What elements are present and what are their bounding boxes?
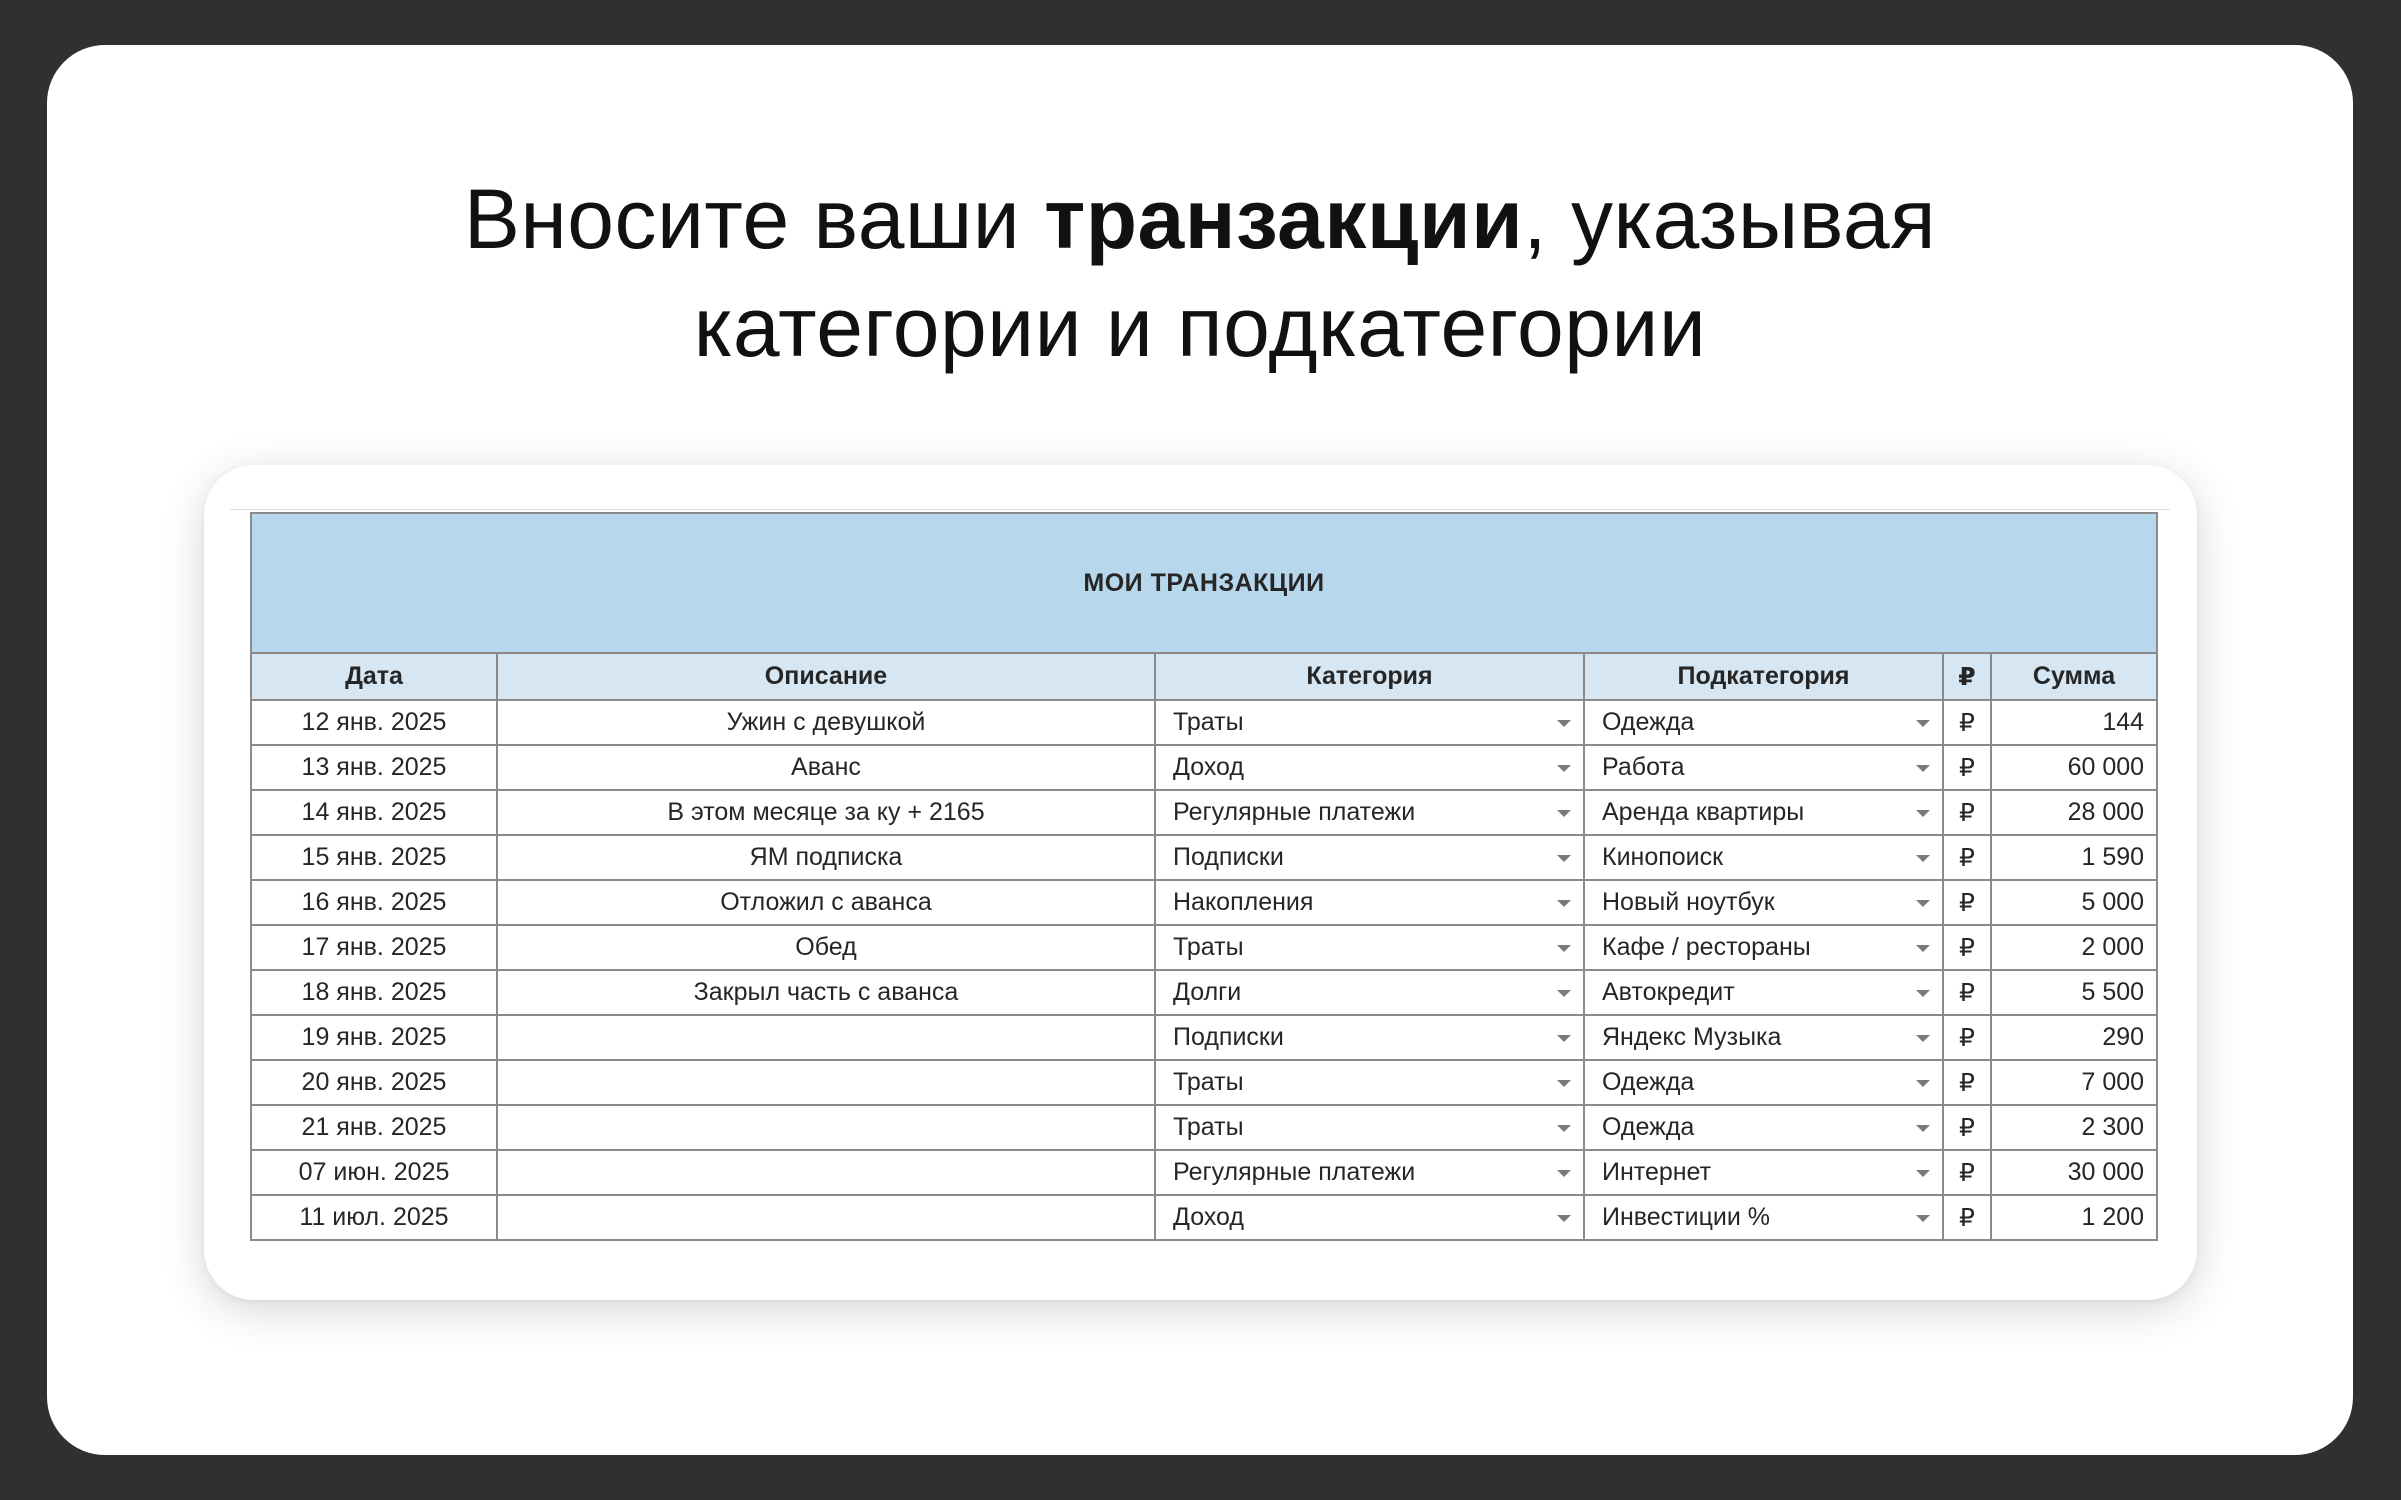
subcategory-dropdown[interactable] [1584,925,1943,970]
subcategory-dropdown[interactable] [1584,1060,1943,1105]
description-cell[interactable] [497,1195,1155,1240]
currency-cell-text: ₽ [1959,1113,1975,1142]
dropdown-arrow-icon[interactable] [1916,1170,1930,1177]
description-cell[interactable] [497,835,1155,880]
category-dropdown-text: Доход [1173,753,1244,781]
subcategory-dropdown-text: Кинопоиск [1602,843,1724,871]
headline-line-2: категории и подкатегории [693,280,1707,374]
description-cell[interactable] [497,1105,1155,1150]
amount-cell[interactable] [1991,1105,2157,1150]
category-dropdown[interactable] [1155,745,1584,790]
category-dropdown[interactable] [1155,1105,1584,1150]
date-cell[interactable] [251,700,497,745]
table-row [251,1060,2157,1105]
column-header-subcategory[interactable]: Подкатегория [1584,653,1943,700]
dropdown-arrow-icon[interactable] [1557,855,1571,862]
subcategory-dropdown-text: Новый ноутбук [1602,888,1775,916]
amount-cell-text: 60 000 [2067,753,2145,781]
description-cell[interactable] [497,1060,1155,1105]
amount-cell-text: 7 000 [2081,1068,2145,1096]
dropdown-arrow-icon[interactable] [1916,1035,1930,1042]
date-cell[interactable] [251,1195,497,1240]
subcategory-dropdown-text: Одежда [1602,1068,1695,1096]
subcategory-dropdown[interactable] [1584,700,1943,745]
table-row [251,1105,2157,1150]
amount-cell-text: 2 000 [2081,933,2145,961]
subcategory-dropdown-text: Автокредит [1602,978,1735,1006]
currency-cell[interactable] [1943,835,1991,880]
date-cell-text: 19 янв. 2025 [301,1023,447,1051]
table-row [251,880,2157,925]
category-dropdown[interactable] [1155,1195,1584,1240]
subcategory-dropdown[interactable] [1584,1105,1943,1150]
subcategory-dropdown[interactable] [1584,1195,1943,1240]
date-cell[interactable] [251,925,497,970]
date-cell[interactable] [251,835,497,880]
category-dropdown[interactable] [1155,1015,1584,1060]
headline-line-1 [47,165,2353,273]
date-cell[interactable] [251,790,497,835]
headline [47,165,2353,381]
currency-cell[interactable] [1943,880,1991,925]
table-row [251,700,2157,745]
headline-text-1: Вносите ваши [463,172,1045,266]
currency-cell[interactable] [1943,1015,1991,1060]
description-cell[interactable] [497,880,1155,925]
date-cell[interactable] [251,1150,497,1195]
dropdown-arrow-icon[interactable] [1557,1170,1571,1177]
currency-cell[interactable] [1943,970,1991,1015]
headline-text-2: , указывая [1523,172,1937,266]
currency-cell[interactable] [1943,925,1991,970]
amount-cell[interactable] [1991,880,2157,925]
table-row [251,835,2157,880]
amount-cell-text: 5 000 [2081,888,2145,916]
dropdown-arrow-icon[interactable] [1916,1125,1930,1132]
date-cell-text: 17 янв. 2025 [301,933,447,961]
description-cell[interactable] [497,1015,1155,1060]
category-dropdown-text: Подписки [1173,1023,1284,1051]
dropdown-arrow-icon[interactable] [1916,1215,1930,1222]
table-row [251,1150,2157,1195]
date-cell-text: 20 янв. 2025 [301,1068,447,1096]
table-row [251,925,2157,970]
amount-cell[interactable] [1991,745,2157,790]
currency-cell-text: ₽ [1959,1023,1975,1052]
dropdown-arrow-icon[interactable] [1557,810,1571,817]
dropdown-arrow-icon[interactable] [1557,1125,1571,1132]
category-dropdown-text: Траты [1173,1113,1244,1141]
currency-cell[interactable] [1943,700,1991,745]
currency-cell[interactable] [1943,1060,1991,1105]
description-cell-text: ЯМ подписка [749,843,903,871]
table-row [251,970,2157,1015]
currency-cell-text: ₽ [1959,888,1975,917]
dropdown-arrow-icon[interactable] [1916,765,1930,772]
subcategory-dropdown[interactable] [1584,1150,1943,1195]
table-row [251,790,2157,835]
column-header-category[interactable]: Категория [1155,653,1584,700]
transactions-table [250,512,2158,1241]
currency-cell-text: ₽ [1959,843,1975,872]
category-dropdown[interactable] [1155,970,1584,1015]
subcategory-dropdown-text: Кафе / рестораны [1602,933,1811,961]
description-cell-text: Отложил с аванса [720,888,932,916]
dropdown-arrow-icon[interactable] [1916,720,1930,727]
amount-cell-text: 144 [2102,708,2145,736]
subcategory-dropdown[interactable] [1584,1015,1943,1060]
amount-cell-text: 2 300 [2081,1113,2145,1141]
date-cell-text: 07 июн. 2025 [298,1158,450,1186]
column-header-description[interactable]: Описание [497,653,1155,700]
date-cell-text: 13 янв. 2025 [301,753,447,781]
amount-cell[interactable] [1991,1060,2157,1105]
currency-cell[interactable] [1943,790,1991,835]
date-cell-text: 15 янв. 2025 [301,843,447,871]
description-cell[interactable] [497,970,1155,1015]
dropdown-arrow-icon[interactable] [1916,900,1930,907]
subcategory-dropdown-text: Аренда квартиры [1602,798,1805,826]
category-dropdown-text: Траты [1173,933,1244,961]
description-cell[interactable] [497,745,1155,790]
dropdown-arrow-icon[interactable] [1557,1080,1571,1087]
date-cell[interactable] [251,745,497,790]
column-header-currency[interactable]: ₽ [1943,653,1991,700]
category-dropdown-text: Доход [1173,1203,1244,1231]
subcategory-dropdown-text: Одежда [1602,708,1695,736]
amount-cell[interactable] [1991,970,2157,1015]
table-title: МОИ ТРАНЗАКЦИИ [251,513,2157,653]
description-cell-text: Ужин с девушкой [726,708,926,736]
description-cell[interactable] [497,700,1155,745]
currency-cell[interactable] [1943,1105,1991,1150]
amount-cell-text: 28 000 [2067,798,2145,826]
amount-cell-text: 30 000 [2067,1158,2145,1186]
date-cell[interactable] [251,880,497,925]
category-dropdown-text: Траты [1173,1068,1244,1096]
dropdown-arrow-icon[interactable] [1916,855,1930,862]
description-cell-text: Аванс [791,753,861,781]
description-cell-text: Закрыл часть с аванса [693,978,959,1006]
dropdown-arrow-icon[interactable] [1557,1215,1571,1222]
category-dropdown[interactable] [1155,925,1584,970]
headline-bold: транзакции [1044,172,1524,266]
date-cell-text: 21 янв. 2025 [301,1113,447,1141]
amount-cell[interactable] [1991,835,2157,880]
currency-cell-text: ₽ [1959,1068,1975,1097]
column-header-date[interactable]: Дата [251,653,497,700]
amount-cell-text: 5 500 [2081,978,2145,1006]
currency-cell-text: ₽ [1959,753,1975,782]
date-cell[interactable] [251,1060,497,1105]
spreadsheet-panel [204,465,2197,1300]
amount-cell[interactable] [1991,790,2157,835]
currency-cell[interactable] [1943,1195,1991,1240]
subcategory-dropdown[interactable] [1584,745,1943,790]
category-dropdown-text: Подписки [1173,843,1284,871]
currency-cell-text: ₽ [1959,798,1975,827]
category-dropdown-text: Траты [1173,708,1244,736]
currency-cell-text: ₽ [1959,708,1975,737]
subcategory-dropdown[interactable] [1584,835,1943,880]
amount-cell-text: 1 590 [2081,843,2145,871]
header-row [251,653,2157,700]
table-row [251,745,2157,790]
dropdown-arrow-icon[interactable] [1916,945,1930,952]
date-cell-text: 16 янв. 2025 [301,888,447,916]
category-dropdown[interactable] [1155,1150,1584,1195]
category-dropdown[interactable] [1155,790,1584,835]
dropdown-arrow-icon[interactable] [1557,720,1571,727]
dropdown-arrow-icon[interactable] [1557,990,1571,997]
date-cell-text: 18 янв. 2025 [301,978,447,1006]
currency-cell-text: ₽ [1959,1203,1975,1232]
date-cell[interactable] [251,1105,497,1150]
slide-card [47,45,2353,1455]
amount-cell[interactable] [1991,1015,2157,1060]
column-header-amount[interactable]: Сумма [1991,653,2157,700]
currency-cell[interactable] [1943,1150,1991,1195]
amount-cell[interactable] [1991,1150,2157,1195]
amount-cell[interactable] [1991,700,2157,745]
subcategory-dropdown[interactable] [1584,790,1943,835]
amount-cell[interactable] [1991,1195,2157,1240]
sheet-top-gridline [230,509,2170,510]
dropdown-arrow-icon[interactable] [1557,1035,1571,1042]
date-cell-text: 11 июл. 2025 [299,1203,449,1231]
currency-cell-text: ₽ [1959,978,1975,1007]
description-cell[interactable] [497,1150,1155,1195]
currency-cell-text: ₽ [1959,1158,1975,1187]
date-cell[interactable] [251,1015,497,1060]
subcategory-dropdown-text: Интернет [1602,1158,1712,1186]
table-row [251,1195,2157,1240]
category-dropdown-text: Регулярные платежи [1173,1158,1416,1186]
description-cell-text: В этом месяце за ку + 2165 [667,798,985,826]
date-cell[interactable] [251,970,497,1015]
dropdown-arrow-icon[interactable] [1916,810,1930,817]
amount-cell[interactable] [1991,925,2157,970]
category-dropdown[interactable] [1155,700,1584,745]
table-row [251,1015,2157,1060]
currency-cell-text: ₽ [1959,933,1975,962]
category-dropdown-text: Накопления [1173,888,1314,916]
amount-cell-text: 290 [2102,1023,2145,1051]
subcategory-dropdown-text: Работа [1602,753,1685,781]
description-cell[interactable] [497,790,1155,835]
currency-cell[interactable] [1943,745,1991,790]
date-cell-text: 12 янв. 2025 [301,708,447,736]
dropdown-arrow-icon[interactable] [1916,1080,1930,1087]
amount-cell-text: 1 200 [2081,1203,2145,1231]
category-dropdown[interactable] [1155,880,1584,925]
subcategory-dropdown-text: Инвестиции % [1602,1203,1771,1231]
subcategory-dropdown[interactable] [1584,970,1943,1015]
subcategory-dropdown[interactable] [1584,880,1943,925]
category-dropdown[interactable] [1155,835,1584,880]
category-dropdown[interactable] [1155,1060,1584,1105]
subcategory-dropdown-text: Одежда [1602,1113,1695,1141]
dropdown-arrow-icon[interactable] [1916,990,1930,997]
dropdown-arrow-icon[interactable] [1557,765,1571,772]
dropdown-arrow-icon[interactable] [1557,900,1571,907]
date-cell-text: 14 янв. 2025 [301,798,447,826]
dropdown-arrow-icon[interactable] [1557,945,1571,952]
category-dropdown-text: Долги [1173,978,1242,1006]
description-cell[interactable] [497,925,1155,970]
category-dropdown-text: Регулярные платежи [1173,798,1416,826]
description-cell-text: Обед [795,933,857,961]
subcategory-dropdown-text: Яндекс Музыка [1602,1023,1782,1051]
